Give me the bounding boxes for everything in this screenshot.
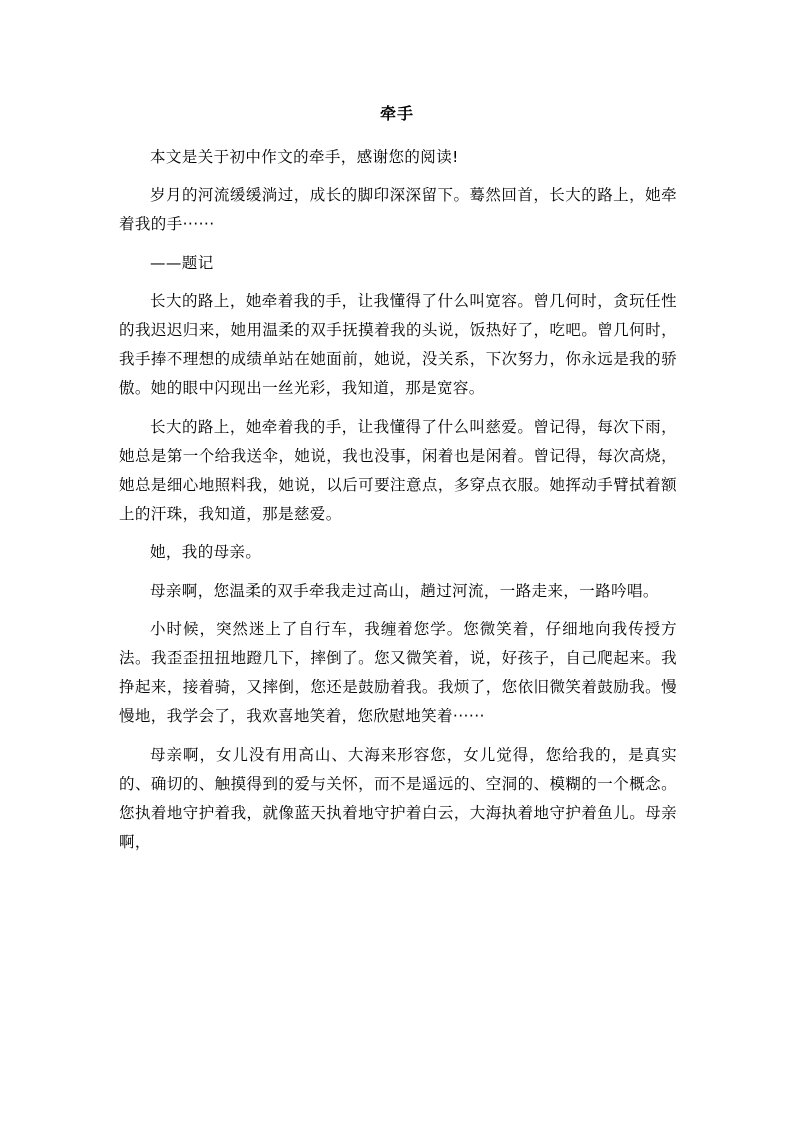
paragraph-kindness: 长大的路上，她牵着我的手，让我懂得了什么叫慈爱。曾记得，每次下雨，她总是第一个给我送伞，她说，我也没事，闲着也是闲着。曾记得，每次高烧，她总是细心地照料我，她说，以后可要注意点，多穿点衣服。她挥动手臂拭着额上的汗珠，我知道，那是慈爱。	[119, 417, 677, 524]
document-title: 牵手	[379, 104, 414, 123]
paragraph-journey: 母亲啊，您温柔的双手牵我走过高山，趟过河流，一路走来，一路吟唱。	[150, 581, 659, 600]
paragraph-bicycle: 小时候，突然迷上了自行车，我缠着您学。您微笑着，仔细地向我传授方法。我歪歪扭扭地蹬几下，摔倒了。您又微笑着，说，好孩子，自己爬起来。我挣起来，接着骑，又摔倒，您还是鼓励着我。我烦了，您依旧微笑着鼓励我。慢慢地，我学会了，我欢喜地笑着，您欣慰地笑着······	[119, 619, 677, 726]
document-body	[119, 143, 677, 857]
paragraph-tolerance: 长大的路上，她牵着我的手，让我懂得了什么叫宽容。曾几何时，贪玩任性的我迟迟归来，她用温柔的双手抚摸着我的头说，饭热好了，吃吧。曾几何时，我手捧不理想的成绩单站在她面前，她说，没关系，下次努力，你永远是我的骄傲。她的眼中闪现出一丝光彩，我知道，那是宽容。	[119, 291, 677, 398]
paragraph-love: 母亲啊，女儿没有用高山、大海来形容您，女儿觉得，您给我的，是真实的、确切的、触摸得到的爱与关怀，而不是遥远的、空洞的、模糊的一个概念。您执着地守护着我，就像蓝天执着地守护着白云，大海执着地守护着鱼儿。母亲啊，	[119, 745, 677, 852]
paragraph-opening: 岁月的河流缓缓淌过，成长的脚印深深留下。蓦然回首，长大的路上，她牵着我的手······	[119, 186, 677, 234]
paragraph-epigraph-note: ——题记	[150, 253, 214, 272]
paragraph-mother: 她，我的母亲。	[150, 543, 262, 562]
paragraph-intro: 本文是关于初中作文的牵手，感谢您的阅读!	[150, 148, 459, 166]
